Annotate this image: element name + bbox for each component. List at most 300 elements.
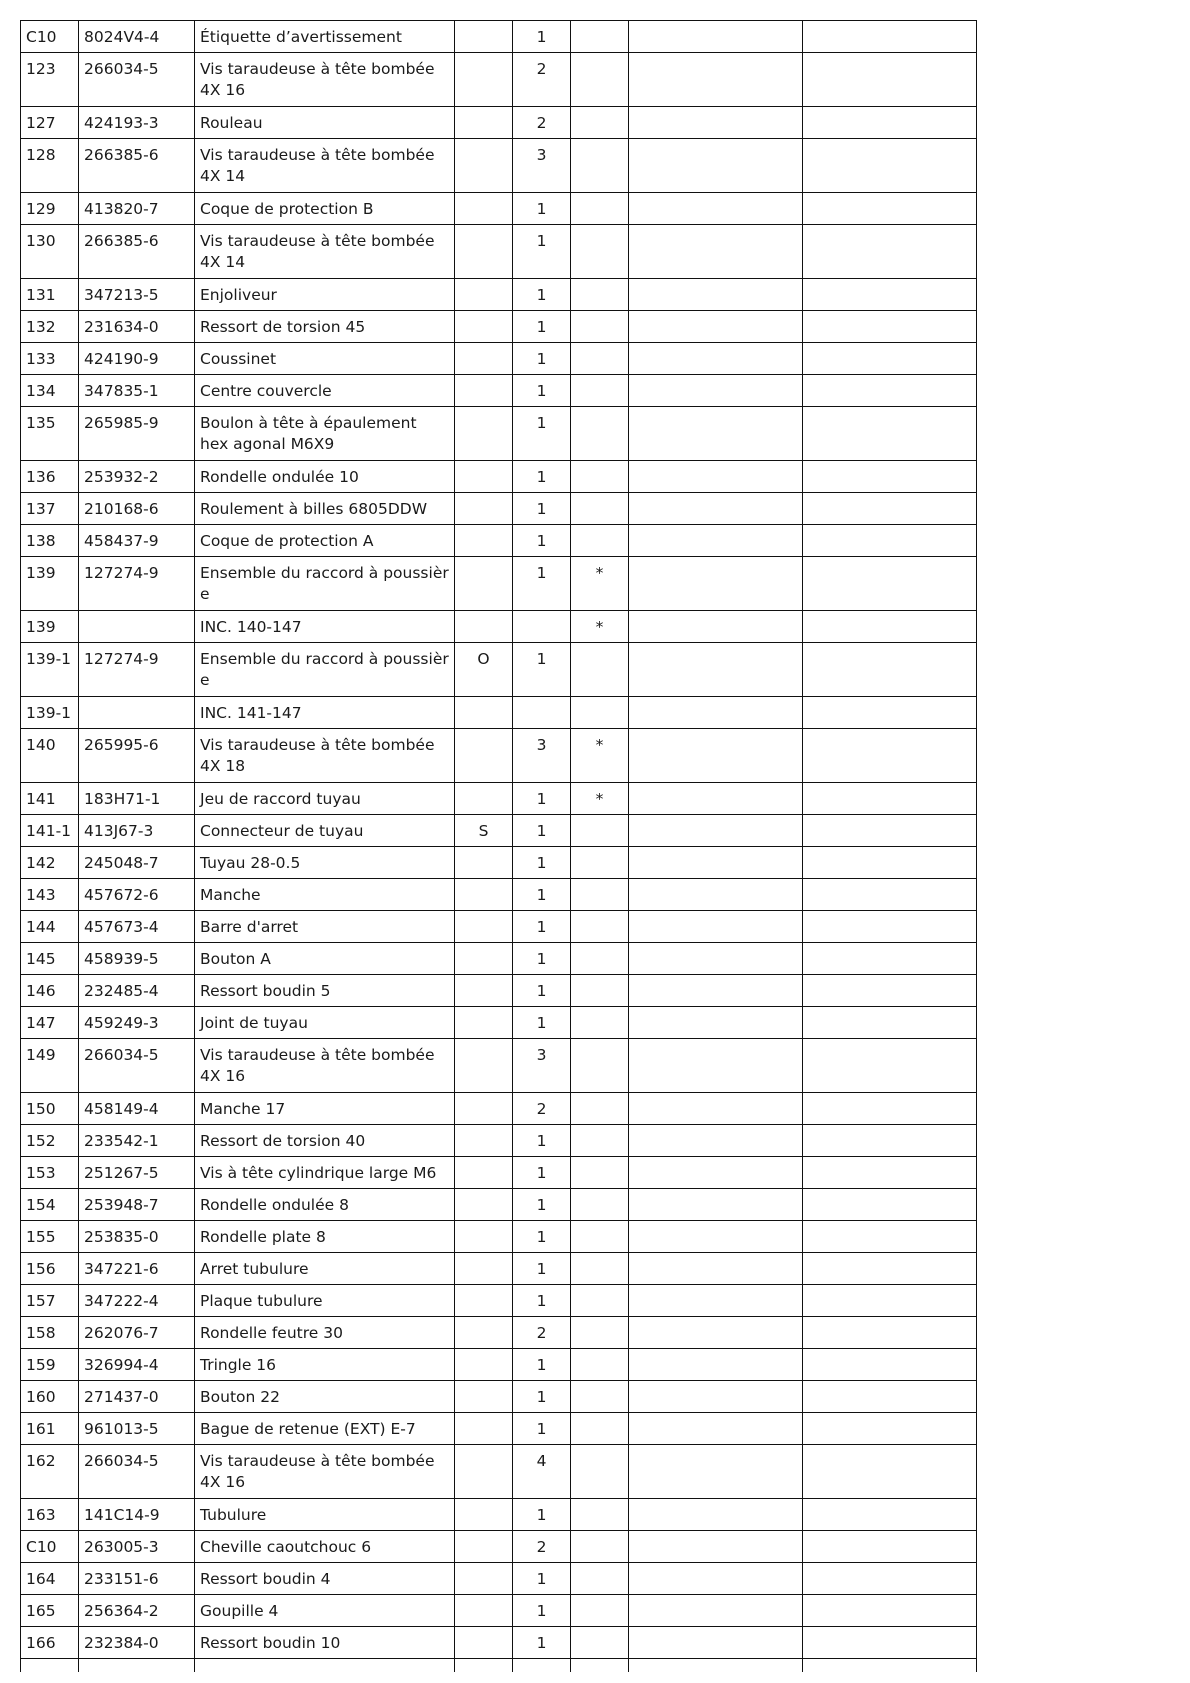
- item-ref: 158: [21, 1317, 79, 1349]
- part-description: Vis taraudeuse à tête bombée 4X 16: [195, 1445, 455, 1499]
- table-row: [21, 53, 977, 107]
- item-ref: C10: [21, 21, 79, 53]
- note-cell-2: [803, 1531, 977, 1563]
- part-description: Rondelle ondulée 8: [195, 1189, 455, 1221]
- quantity: 2: [513, 107, 571, 139]
- item-ref: 142: [21, 847, 79, 879]
- table-row: [21, 943, 977, 975]
- quantity: 1: [513, 1221, 571, 1253]
- part-description: Vis taraudeuse à tête bombée 4X 14: [195, 225, 455, 279]
- note-cell: [629, 311, 803, 343]
- table-row: [21, 557, 977, 611]
- item-ref: 164: [21, 1563, 79, 1595]
- note-cell-2: [803, 225, 977, 279]
- change-code: [455, 525, 513, 557]
- table-row: [21, 1595, 977, 1627]
- part-number: 347835-1: [79, 375, 195, 407]
- part-description: Rondelle plate 8: [195, 1221, 455, 1253]
- part-number: 457673-4: [79, 911, 195, 943]
- note-cell-2: [803, 1445, 977, 1499]
- part-number: [79, 611, 195, 643]
- note-cell-2: [803, 343, 977, 375]
- note-cell-2: [803, 461, 977, 493]
- note-cell-2: [803, 493, 977, 525]
- change-code: [455, 1093, 513, 1125]
- remark-mark: [571, 461, 629, 493]
- table-row: [21, 815, 977, 847]
- part-number: 256364-2: [79, 1595, 195, 1627]
- change-code: [455, 107, 513, 139]
- quantity: 2: [513, 53, 571, 107]
- remark-mark: [571, 1413, 629, 1445]
- table-row: [21, 1093, 977, 1125]
- note-cell-2: [803, 193, 977, 225]
- remark-mark: [571, 911, 629, 943]
- part-number: 231634-0: [79, 311, 195, 343]
- change-code: [455, 1445, 513, 1499]
- remark-mark: [571, 1595, 629, 1627]
- table-row: [21, 975, 977, 1007]
- part-description: Vis taraudeuse à tête bombée 4X 18: [195, 729, 455, 783]
- part-description: Rondelle feutre 30: [195, 1317, 455, 1349]
- table-row: [21, 1563, 977, 1595]
- change-code: [455, 1221, 513, 1253]
- part-description: Bague de retenue (EXT) E-7: [195, 1413, 455, 1445]
- part-number: 347221-6: [79, 1253, 195, 1285]
- note-cell-2: [803, 407, 977, 461]
- remark-mark: [571, 1039, 629, 1093]
- table-row: [21, 1531, 977, 1563]
- quantity: 1: [513, 375, 571, 407]
- note-cell-2: [803, 1595, 977, 1627]
- note-cell-2: [803, 1093, 977, 1125]
- note-cell-2: [803, 279, 977, 311]
- table-row: [21, 225, 977, 279]
- item-ref: 146: [21, 975, 79, 1007]
- part-number: 266034-5: [79, 1445, 195, 1499]
- change-code: [455, 697, 513, 729]
- table-row: [21, 847, 977, 879]
- note-cell: [629, 1317, 803, 1349]
- change-code: [455, 461, 513, 493]
- note-cell: [629, 729, 803, 783]
- note-cell-2: [803, 1039, 977, 1093]
- note-cell: [629, 1499, 803, 1531]
- quantity: 1: [513, 1007, 571, 1039]
- item-ref: 144: [21, 911, 79, 943]
- remark-mark: [571, 1531, 629, 1563]
- table-row: [21, 279, 977, 311]
- note-cell: [629, 643, 803, 697]
- quantity: 2: [513, 1317, 571, 1349]
- part-description: Étiquette d’avertissement: [195, 21, 455, 53]
- quantity: 1: [513, 943, 571, 975]
- part-number: 232384-0: [79, 1627, 195, 1659]
- change-code: [455, 975, 513, 1007]
- part-description: Ressort boudin 5: [195, 975, 455, 1007]
- remark-mark: [571, 1349, 629, 1381]
- part-number: 458437-9: [79, 525, 195, 557]
- item-ref: 157: [21, 1285, 79, 1317]
- quantity: 1: [513, 1563, 571, 1595]
- change-code: [455, 193, 513, 225]
- part-description: INC. 140-147: [195, 611, 455, 643]
- remark-mark: [571, 643, 629, 697]
- empty-cell: [79, 1659, 195, 1672]
- quantity: 1: [513, 557, 571, 611]
- note-cell: [629, 1189, 803, 1221]
- part-description: Coque de protection A: [195, 525, 455, 557]
- quantity: 1: [513, 879, 571, 911]
- quantity: 1: [513, 815, 571, 847]
- item-ref: 162: [21, 1445, 79, 1499]
- item-ref: 131: [21, 279, 79, 311]
- part-number: 413820-7: [79, 193, 195, 225]
- quantity: 1: [513, 525, 571, 557]
- table-row: [21, 611, 977, 643]
- note-cell-2: [803, 107, 977, 139]
- change-code: [455, 343, 513, 375]
- quantity: 1: [513, 783, 571, 815]
- item-ref: 150: [21, 1093, 79, 1125]
- item-ref: 147: [21, 1007, 79, 1039]
- table-row: [21, 311, 977, 343]
- table-row: [21, 643, 977, 697]
- remark-mark: [571, 225, 629, 279]
- note-cell: [629, 525, 803, 557]
- item-ref: 128: [21, 139, 79, 193]
- note-cell: [629, 1627, 803, 1659]
- note-cell-2: [803, 1007, 977, 1039]
- part-description: Vis à tête cylindrique large M6: [195, 1157, 455, 1189]
- quantity: 3: [513, 139, 571, 193]
- note-cell: [629, 1381, 803, 1413]
- part-description: Barre d'arret: [195, 911, 455, 943]
- quantity: 1: [513, 1189, 571, 1221]
- change-code: [455, 783, 513, 815]
- note-cell-2: [803, 1627, 977, 1659]
- table-row: [21, 697, 977, 729]
- note-cell-2: [803, 879, 977, 911]
- note-cell-2: [803, 1221, 977, 1253]
- note-cell: [629, 697, 803, 729]
- quantity: 1: [513, 1499, 571, 1531]
- note-cell: [629, 1349, 803, 1381]
- item-ref: 165: [21, 1595, 79, 1627]
- part-description: Bouton A: [195, 943, 455, 975]
- table-row: [21, 1157, 977, 1189]
- part-number: 183H71-1: [79, 783, 195, 815]
- remark-mark: [571, 407, 629, 461]
- item-ref: 132: [21, 311, 79, 343]
- change-code: [455, 1125, 513, 1157]
- part-description: Tringle 16: [195, 1349, 455, 1381]
- part-number: 424193-3: [79, 107, 195, 139]
- part-description: Cheville caoutchouc 6: [195, 1531, 455, 1563]
- quantity: 1: [513, 225, 571, 279]
- change-code: [455, 1157, 513, 1189]
- item-ref: 133: [21, 343, 79, 375]
- part-number: 266034-5: [79, 1039, 195, 1093]
- quantity: 1: [513, 1595, 571, 1627]
- quantity: 1: [513, 975, 571, 1007]
- part-description: INC. 141-147: [195, 697, 455, 729]
- note-cell: [629, 343, 803, 375]
- note-cell-2: [803, 847, 977, 879]
- table-row: [21, 107, 977, 139]
- note-cell: [629, 975, 803, 1007]
- part-description: Rouleau: [195, 107, 455, 139]
- item-ref: 127: [21, 107, 79, 139]
- part-number: 271437-0: [79, 1381, 195, 1413]
- note-cell: [629, 139, 803, 193]
- part-number: 347213-5: [79, 279, 195, 311]
- part-description: Joint de tuyau: [195, 1007, 455, 1039]
- quantity: 3: [513, 1039, 571, 1093]
- change-code: [455, 1317, 513, 1349]
- quantity: 1: [513, 1125, 571, 1157]
- table-row: [21, 879, 977, 911]
- part-description: Manche: [195, 879, 455, 911]
- part-number: 265985-9: [79, 407, 195, 461]
- part-number: 8024V4-4: [79, 21, 195, 53]
- part-description: Enjoliveur: [195, 279, 455, 311]
- note-cell-2: [803, 139, 977, 193]
- item-ref: 139-1: [21, 697, 79, 729]
- item-ref: 134: [21, 375, 79, 407]
- note-cell: [629, 193, 803, 225]
- table-row: [21, 1381, 977, 1413]
- table-row: [21, 783, 977, 815]
- part-number: 961013-5: [79, 1413, 195, 1445]
- note-cell-2: [803, 1317, 977, 1349]
- note-cell: [629, 1093, 803, 1125]
- remark-mark: [571, 975, 629, 1007]
- note-cell-2: [803, 525, 977, 557]
- note-cell-2: [803, 783, 977, 815]
- change-code: [455, 311, 513, 343]
- table-row: [21, 1413, 977, 1445]
- change-code: [455, 1039, 513, 1093]
- remark-mark: *: [571, 783, 629, 815]
- part-description: Tubulure: [195, 1499, 455, 1531]
- item-ref: 149: [21, 1039, 79, 1093]
- remark-mark: [571, 279, 629, 311]
- note-cell-2: [803, 1381, 977, 1413]
- note-cell: [629, 1445, 803, 1499]
- table-row: [21, 1039, 977, 1093]
- empty-cell: [21, 1659, 79, 1672]
- item-ref: 145: [21, 943, 79, 975]
- empty-cell: [629, 1659, 803, 1672]
- part-number: 232485-4: [79, 975, 195, 1007]
- item-ref: 135: [21, 407, 79, 461]
- quantity: 1: [513, 1157, 571, 1189]
- quantity: 1: [513, 1285, 571, 1317]
- table-row: [21, 343, 977, 375]
- note-cell-2: [803, 943, 977, 975]
- note-cell: [629, 461, 803, 493]
- item-ref: 156: [21, 1253, 79, 1285]
- part-description: Arret tubulure: [195, 1253, 455, 1285]
- part-number: 266034-5: [79, 53, 195, 107]
- item-ref: 166: [21, 1627, 79, 1659]
- item-ref: 139: [21, 557, 79, 611]
- remark-mark: [571, 847, 629, 879]
- note-cell: [629, 407, 803, 461]
- note-cell-2: [803, 1125, 977, 1157]
- note-cell: [629, 557, 803, 611]
- quantity: 1: [513, 343, 571, 375]
- empty-cell: [571, 1659, 629, 1672]
- table-row: [21, 493, 977, 525]
- table-row: [21, 525, 977, 557]
- part-description: Boulon à tête à épaulement hex agonal M6X9: [195, 407, 455, 461]
- note-cell: [629, 1531, 803, 1563]
- change-code: [455, 1413, 513, 1445]
- part-description: Tuyau 28-0.5: [195, 847, 455, 879]
- part-number: 457672-6: [79, 879, 195, 911]
- item-ref: 139: [21, 611, 79, 643]
- note-cell: [629, 879, 803, 911]
- remark-mark: [571, 1221, 629, 1253]
- part-number: 251267-5: [79, 1157, 195, 1189]
- change-code: [455, 1253, 513, 1285]
- note-cell: [629, 911, 803, 943]
- item-ref: 159: [21, 1349, 79, 1381]
- change-code: [455, 1595, 513, 1627]
- change-code: [455, 1531, 513, 1563]
- remark-mark: [571, 53, 629, 107]
- remark-mark: [571, 107, 629, 139]
- change-code: [455, 1381, 513, 1413]
- table-row: [21, 729, 977, 783]
- note-cell-2: [803, 1563, 977, 1595]
- remark-mark: [571, 1499, 629, 1531]
- quantity: 1: [513, 493, 571, 525]
- part-description: Connecteur de tuyau: [195, 815, 455, 847]
- change-code: [455, 1349, 513, 1381]
- item-ref: 123: [21, 53, 79, 107]
- change-code: [455, 279, 513, 311]
- empty-cell: [513, 1659, 571, 1672]
- part-number: 413J67-3: [79, 815, 195, 847]
- note-cell-2: [803, 611, 977, 643]
- part-number: 253948-7: [79, 1189, 195, 1221]
- change-code: [455, 557, 513, 611]
- remark-mark: [571, 1125, 629, 1157]
- remark-mark: [571, 1563, 629, 1595]
- table-row: [21, 139, 977, 193]
- part-description: Ressort boudin 10: [195, 1627, 455, 1659]
- part-description: Plaque tubulure: [195, 1285, 455, 1317]
- item-ref: 140: [21, 729, 79, 783]
- part-number: 141C14-9: [79, 1499, 195, 1531]
- part-description: Ensemble du raccord à poussièr e: [195, 557, 455, 611]
- remark-mark: [571, 311, 629, 343]
- remark-mark: [571, 1157, 629, 1189]
- note-cell: [629, 1595, 803, 1627]
- empty-cell: [455, 1659, 513, 1672]
- quantity: 1: [513, 461, 571, 493]
- item-ref: 139-1: [21, 643, 79, 697]
- part-description: Vis taraudeuse à tête bombée 4X 16: [195, 53, 455, 107]
- quantity: 3: [513, 729, 571, 783]
- change-code: [455, 375, 513, 407]
- note-cell: [629, 375, 803, 407]
- quantity: 1: [513, 911, 571, 943]
- note-cell: [629, 1253, 803, 1285]
- table-row-continuation: [21, 1659, 977, 1672]
- table-row: [21, 1285, 977, 1317]
- change-code: [455, 1499, 513, 1531]
- table-row: [21, 407, 977, 461]
- note-cell: [629, 53, 803, 107]
- quantity: 1: [513, 1253, 571, 1285]
- table-row: [21, 1445, 977, 1499]
- note-cell-2: [803, 975, 977, 1007]
- quantity: 1: [513, 847, 571, 879]
- change-code: [455, 611, 513, 643]
- table-row: [21, 1253, 977, 1285]
- change-code: [455, 729, 513, 783]
- part-description: Goupille 4: [195, 1595, 455, 1627]
- table-row: [21, 1221, 977, 1253]
- change-code: S: [455, 815, 513, 847]
- remark-mark: [571, 1285, 629, 1317]
- item-ref: 141-1: [21, 815, 79, 847]
- part-number: 266385-6: [79, 139, 195, 193]
- change-code: [455, 493, 513, 525]
- remark-mark: *: [571, 729, 629, 783]
- part-description: Centre couvercle: [195, 375, 455, 407]
- table-row: [21, 1627, 977, 1659]
- table-row: [21, 21, 977, 53]
- part-description: Ressort de torsion 45: [195, 311, 455, 343]
- table-row: [21, 1007, 977, 1039]
- table-row: [21, 1499, 977, 1531]
- note-cell: [629, 815, 803, 847]
- note-cell: [629, 611, 803, 643]
- note-cell-2: [803, 311, 977, 343]
- note-cell-2: [803, 53, 977, 107]
- part-description: Ressort de torsion 40: [195, 1125, 455, 1157]
- part-number: [79, 697, 195, 729]
- change-code: [455, 1627, 513, 1659]
- part-number: 233542-1: [79, 1125, 195, 1157]
- quantity: 1: [513, 1627, 571, 1659]
- table-row: [21, 193, 977, 225]
- note-cell-2: [803, 697, 977, 729]
- remark-mark: *: [571, 611, 629, 643]
- change-code: [455, 1563, 513, 1595]
- item-ref: 138: [21, 525, 79, 557]
- note-cell-2: [803, 1349, 977, 1381]
- part-number: 253932-2: [79, 461, 195, 493]
- remark-mark: [571, 493, 629, 525]
- part-number: 424190-9: [79, 343, 195, 375]
- note-cell: [629, 1039, 803, 1093]
- quantity: 1: [513, 1413, 571, 1445]
- note-cell-2: [803, 1413, 977, 1445]
- part-description: Coussinet: [195, 343, 455, 375]
- remark-mark: [571, 139, 629, 193]
- note-cell-2: [803, 1499, 977, 1531]
- item-ref: 154: [21, 1189, 79, 1221]
- note-cell: [629, 1157, 803, 1189]
- table-row: [21, 375, 977, 407]
- item-ref: 153: [21, 1157, 79, 1189]
